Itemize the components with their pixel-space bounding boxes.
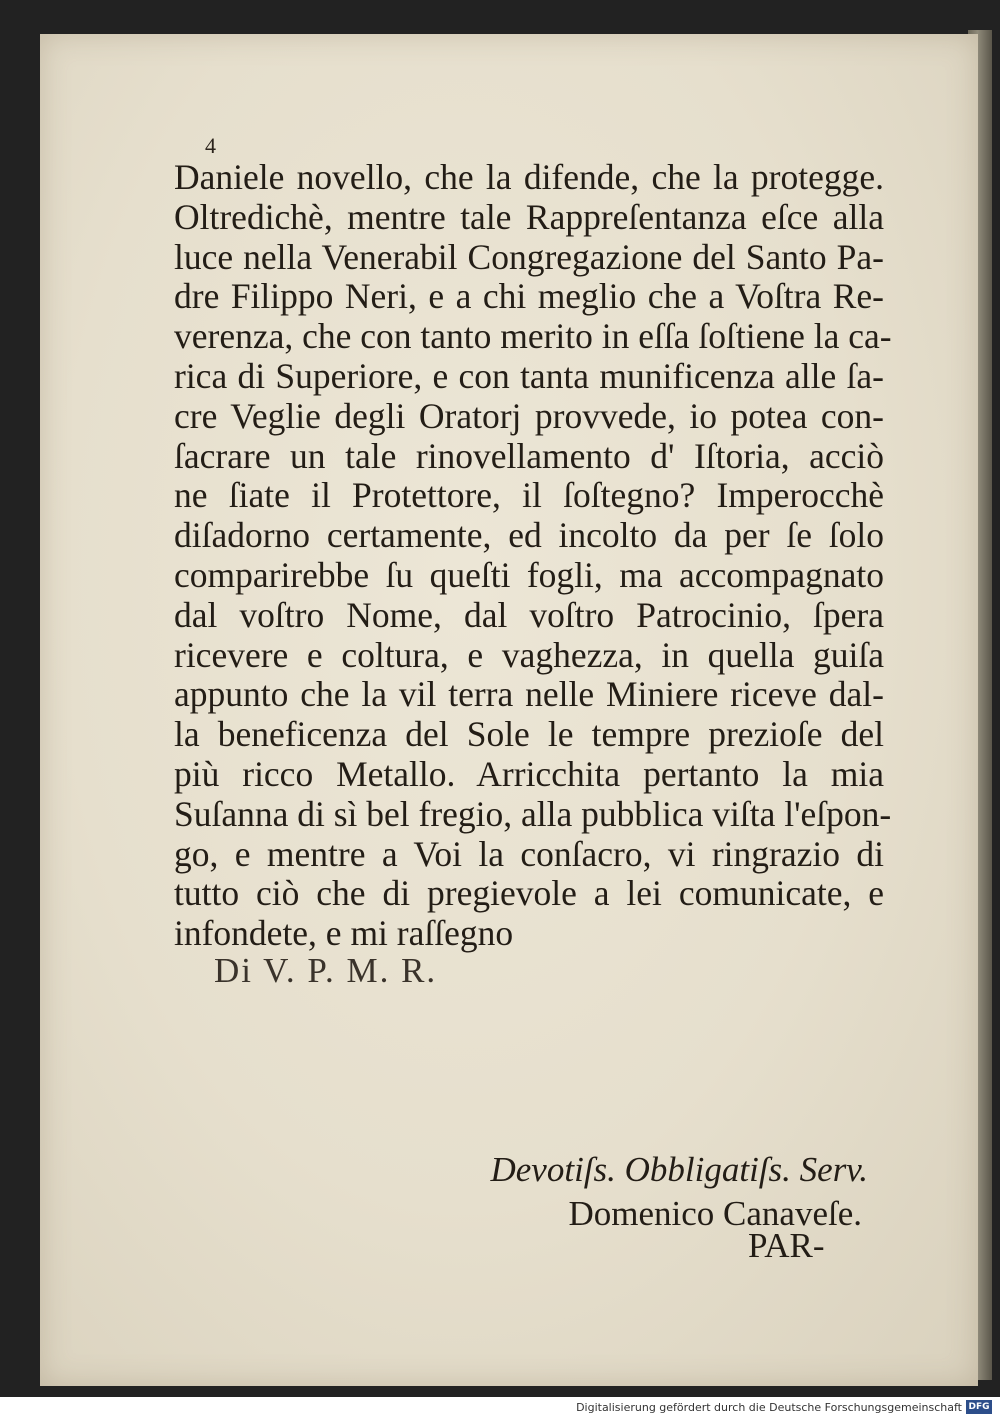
salutation: Di V. P. M. R. — [214, 951, 438, 990]
closing-formula: Devotiſs. Obbligatiſs. Serv. — [490, 1150, 868, 1189]
text-line: verenza, che con tanto merito in eſſa ſoſtiene la ca- — [174, 316, 892, 357]
catchword: PAR- — [748, 1226, 825, 1265]
text-line: Oltredichè, mentre tale Rappreſentanza eſce alla — [174, 196, 884, 237]
text-line: diſadorno certamente, ed incolto da per ſe ſolo — [174, 515, 884, 556]
text-line: go, e mentre a Voi la conſacro, vi ringrazio di — [174, 833, 884, 874]
text-line: comparirebbe ſu queſti fogli, ma accompagnato — [174, 554, 884, 595]
text-line: la beneficenza del Sole le tempre prezioſe del — [174, 714, 884, 755]
signature-block — [491, 1148, 871, 1236]
text-line: dal voſtro Nome, dal voſtro Patrocinio, ſpera — [174, 594, 884, 635]
signer-name: Domenico Canaveſe. — [568, 1194, 862, 1233]
text-line: più ricco Metallo. Arricchita pertanto la mia — [174, 753, 884, 794]
text-line: rica di Superiore, e con tanta munificenza alle ſa- — [174, 355, 884, 396]
footer-bar — [0, 1397, 1000, 1419]
text-line: Suſanna di sì bel fregio, alla pubblica viſta l'eſpon- — [174, 793, 892, 834]
text-line: luce nella Venerabil Congregazione del Santo Pa- — [174, 236, 884, 277]
page-number: 4 — [205, 133, 216, 158]
text-line: dre Filippo Neri, e a chi meglio che a Voſtra Re- — [174, 276, 884, 317]
dfg-logo-icon: DFG — [966, 1400, 992, 1414]
text-line: appunto che la vil terra nelle Miniere riceve dal- — [174, 674, 884, 715]
text-line: cre Veglie degli Oratorj provvede, io potea con- — [174, 395, 884, 436]
body-text — [174, 157, 892, 954]
text-line: ricevere e coltura, e vaghezza, in quella guiſa — [174, 634, 884, 675]
text-line: tutto ciò che di pregievole a lei comunicate, e — [174, 873, 884, 914]
text-line: infondete, e mi raſſegno — [174, 913, 514, 954]
text-line: ne ſiate il Protettore, il ſoſtegno? Imperocchè — [174, 475, 884, 516]
text-line: ſacrare un tale rinovellamento d' Iſtoria, acciò — [174, 435, 884, 476]
text-line: Daniele novello, che la difende, che la protegge. — [174, 157, 884, 197]
funding-credit: Digitalisierung gefördert durch die Deutsche Forschungsgemeinschaft — [576, 1401, 962, 1414]
